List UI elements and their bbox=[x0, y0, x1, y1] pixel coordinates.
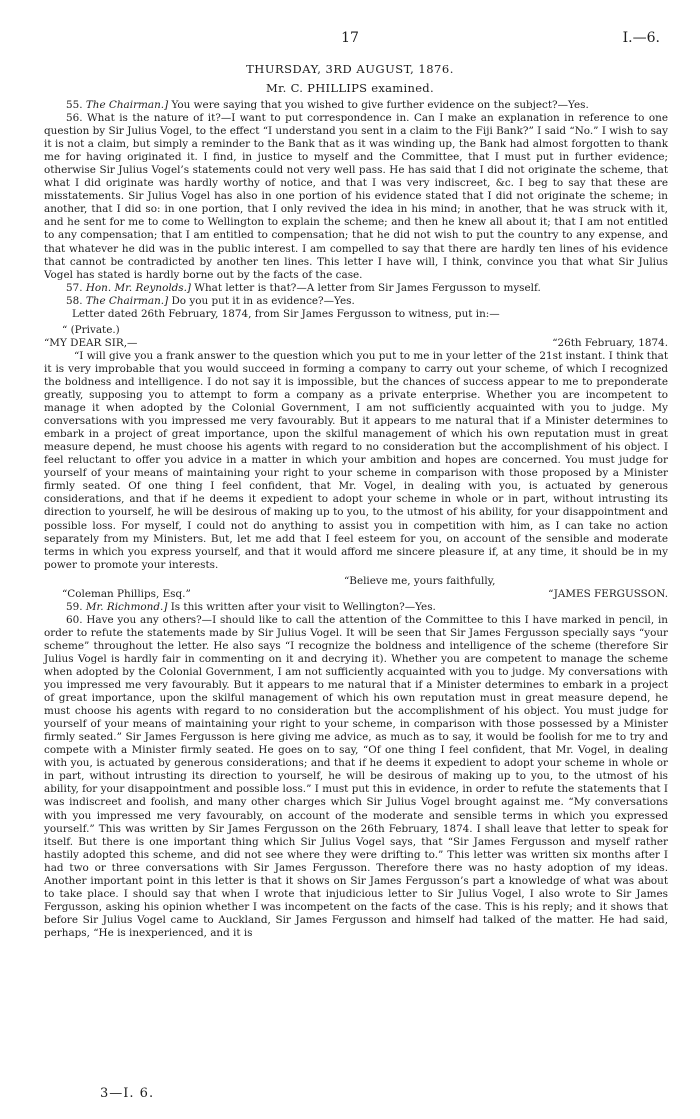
letter-header-row bbox=[44, 337, 668, 350]
letter-paragraph: “I will give you a frank answer to the question which you put to me in your letter of the 21st instant. I think that it is very improbable that you would succeed in forming a company to carry out your scheme, of which I recognized the boldness and intelligence. I do not say it is impossible, but the chances of success appear to me to preponderate greatly, supposing you to attempt to form a company as a private enterprise. Whether you are incompetent to manage it when adopted by the Colonial Government, I am not sufficiently acquainted with you to judge. My conversations with you impressed me very favourably. But it appears to me natural that if a Minister determines to embark in a project of great importance, upon the skilful management of which his own reputation must in great measure depend, he must choose his agents with regard to no consideration but the accomplishment of his object. I feel reluctant to offer you advice in a matter in which your ambition and hopes are concerned. You must judge for yourself of your means of maintaining your right to your scheme in comparison with those proposed by a Minister firmly seated. Of one thing I feel confident, that Mr. Vogel, in dealing with you, is actuated by generous considerations, and that if he deems it expedient to adopt your scheme in whole or in part, without intrusting its direction to yourself, he will be desirous of making up to you, to the utmost of his ability, for your disappointment and possible loss. For myself, I could not do anything to assist you in competition with him, as I can take no action separately from my Ministers. But, let me add that I feel esteem for you, on account of the sensible and moderate terms in which you express yourself, and that it would afford me sincere pleasure if, at any time, it should be in my power to promote your interests. bbox=[44, 349, 668, 571]
letter-addressee: “Coleman Phillips, Esq.” bbox=[62, 587, 191, 600]
evidence-text-upper bbox=[44, 99, 668, 940]
footer-reference: 3—I. 6. bbox=[100, 1086, 155, 1101]
letter-salutation: “MY DEAR SIR,— bbox=[44, 336, 138, 349]
speaker-label: Mr. Richmond.] bbox=[85, 600, 168, 613]
question-57: 57. Hon. Mr. Reynolds.] What letter is that?—A letter from Sir James Fergusson to myself. bbox=[66, 281, 541, 294]
question-56: 56. What is the nature of it?—I want to put correspondence in. Can I make an explanation in reference to one question by Sir Julius Vogel, to the effect “I understand you sent in a claim to the Fiji Bank?” I said “No.” I wish to say it is not a claim, but simply a reminder to the Bank that as it was winding up, the Bank had almost forgotten to thank me for having originated it. I find, in justice to myself and the Committee, that I must put in further evidence; otherwise Sir Julius Vogel’s statements could not very well pass. He has said that I did not originate the scheme, that what I did originate was hardly worthy of notice, and that I was very indiscreet, &c. I beg to say that these are misstatements. Sir Julius Vogel has also in one portion of his evidence stated that I did not originate the scheme; in another, that I did so: in one portion, that I only revived the idea in his mind; in another, that he was struck with it, and he sent for me to come to Wellington to explain the scheme; and then he knew all about it; that I am not entitled to any compensation; that I am entitled to compensation; that he did not wish to put the country to any expense, and that whatever he did was in the public interest. I am compelled to say that there are hardly ten lines of his evidence that cannot be contradicted by another ten lines. This letter I have will, I think, convince you that what Sir Julius Vogel has stated is hardly borne out by the facts of the case. bbox=[44, 112, 668, 281]
question-59: 59. Mr. Richmond.] Is this written after your visit to Wellington?—Yes. bbox=[66, 600, 436, 613]
page-number: 17 bbox=[341, 30, 359, 46]
letter-intro: Letter dated 26th February, 1874, from Sir James Fergusson to witness, put in:— bbox=[72, 307, 500, 320]
question-55: 55. The Chairman.] You were saying that you wished to give further evidence on the subject?—Yes. bbox=[66, 99, 589, 111]
speaker-label: Hon. Mr. Reynolds.] bbox=[85, 281, 191, 294]
letter-closing: “Believe me, yours faithfully, bbox=[344, 574, 496, 587]
letter-signature-row bbox=[44, 588, 668, 601]
letter-body bbox=[44, 350, 668, 572]
speaker-label: The Chairman.] bbox=[85, 294, 169, 307]
question-60: 60. Have you any others?—I should like to call the attention of the Committee to this I have marked in pencil, in order to refute the statements made by Sir Julius Vogel. It will be seen that Sir James Fergusson specially says “your scheme” throughout the letter. He also says “I recognize the boldness and intelligence of the scheme (therefore Sir Julius Vogel is hardly fair in commenting on it and decrying it). Whether you are competent to manage the scheme when adopted by the Colonial Government, I am not sufficiently acquainted with you to judge. My conversations with you impressed me very favourably. But it appears to me natural that if a Minister determines to embark in a project of great importance, upon the skilful management of which his own reputation must in great measure depend, he must choose his agents with regard to no consideration but the accomplishment of his object. You must judge for yourself of your means of maintaining your right to your scheme, in comparison with those possessed by a Minister firmly seated.” Sir James Fergusson is here giving me advice, as much as to say, it would be foolish for me to try and compete with a Minister firmly seated. He goes on to say, “Of one thing I feel confident, that Mr. Vogel, in dealing with you, is actuated by generous considerations; and that if he deems it expedient to adopt your scheme in whole or in part, without intrusting its direction to yourself, he will be desirous of making up to you, to the utmost of his ability, for your disappointment and possible loss.” I must put this in evidence, in order to refute the statements that I was indiscreet and foolish, and many other charges which Sir Julius Vogel brought against me. “My conversations with you impressed me very favourably, on account of the moderate and sensible terms in which you expressed yourself.” This was written by Sir James Fergusson on the 26th February, 1874. I shall leave that letter to speak for itself. But there is one important thing which Sir Julius Vogel says, that “Sir James Fergusson and myself rather hastily adopted this scheme, and did not see where they were drifting to.” This letter was written six months after I had two or three conversations with Sir James Fergusson. Therefore there was no hasty adoption of my ideas. Another important point in this letter is that it shows on Sir James Fergusson’s part a knowledge of what was about to take place. I should say that when I wrote that injudicious letter to Sir Julius Vogel, I also wrote to Sir James Fergusson, asking his opinion whether I was incompetent on the facts of the case. This is his reply; and it shows that before Sir Julius Vogel came to Auckland, Sir James Fergusson and himself had talked of the matter. He had said, perhaps, “He is inexperienced, and it is bbox=[44, 613, 668, 939]
letter-date: “26th February, 1874. bbox=[552, 336, 668, 349]
speaker-label: The Chairman.] bbox=[85, 99, 169, 111]
letter-private-mark: “ (Private.) bbox=[62, 323, 120, 336]
date-heading: THURSDAY, 3RD AUGUST, 1876. bbox=[246, 62, 454, 76]
examination-heading: Mr. C. PHILLIPS examined. bbox=[266, 81, 434, 95]
question-58: 58. The Chairman.] Do you put it in as evidence?—Yes. bbox=[66, 294, 355, 307]
letter-signature: “JAMES FERGUSSON. bbox=[548, 587, 668, 600]
document-reference: I.—6. bbox=[622, 30, 660, 46]
